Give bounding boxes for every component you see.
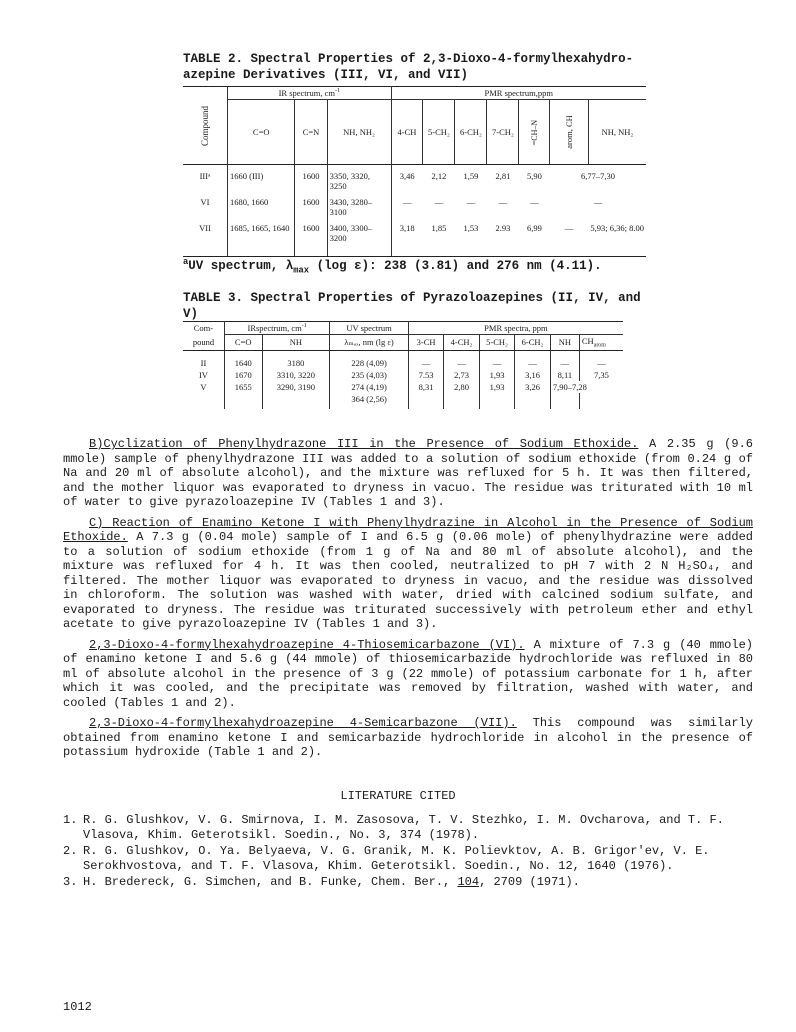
- table2-col-6ch2: 6-CH₂: [455, 100, 487, 165]
- table2-col-nh: NH, NH₂: [327, 100, 391, 165]
- reference-text-end: , 2709 (1971).: [479, 875, 580, 889]
- table3-col-co: C=O: [224, 335, 262, 351]
- paragraph-d: [63, 638, 753, 711]
- literature-title: LITERATURE CITED: [340, 789, 456, 803]
- table3-uv-header: UV spectrum: [330, 322, 409, 335]
- paragraph-b-text: A 2.35 g (9.6 mmole) sample of phenylhydrazone III was added to a solution of sodium ethoxide (from 0.24 g of Na and 20 ml of absolute alcohol), and the mixture was refluxed for 5 h. It was then filtered, and the mother liquor was evaporated to dryness in vacuo. The residue was triturated with 10 ml of water to give pyrazoloazepine IV (Tables 1 and 3).: [63, 437, 753, 509]
- reference-text: R. G. Glushkov, O. Ya. Belyaeva, V. G. Granik, M. K. Polievktov, A. B. Grigor'ev, V. E. Serokhvostova, and T. F. Vlasova, Khim. Geterotsikl. Soedin., No. 12, 1640 (1976).: [83, 844, 710, 873]
- paragraph-e: [63, 716, 753, 760]
- reference-item: [63, 813, 763, 842]
- table2-col-7ch2: 7-CH₂: [487, 100, 519, 165]
- table3-col-uv: λₘₐₓ, nm (lg ε): [330, 335, 409, 351]
- table2-caption-line1: TABLE 2. Spectral Properties of 2,3-Dioxo-4-formylhexahydro-: [183, 52, 634, 66]
- table3-row: II 1640 3180 228 (4,09) — — — — — —: [183, 350, 623, 369]
- table2-col-chn: =CH–N: [519, 100, 550, 165]
- page-number: 1012: [63, 1000, 92, 1014]
- table2: [183, 86, 646, 257]
- reference-item: [63, 844, 763, 873]
- reference-list: [63, 813, 763, 892]
- table2-row: VI 1680, 1660 1600 3430, 3280–3100 — — — — — —: [183, 192, 646, 218]
- table3-compound-header-1: Com-: [183, 322, 224, 335]
- paragraph-c-title: C) Reaction of Enamino Ketone I with Phenylhydrazine in Alcohol in the Presence of Sodium Ethoxide.: [63, 515, 753, 544]
- reference-number: 1.: [63, 813, 78, 827]
- table3-col-6ch2: 6-CH₂: [515, 335, 551, 351]
- paragraph-d-title: 2,3-Dioxo-4-formylhexahydroazepine 4-Thiosemicarbazone (VI).: [89, 637, 525, 652]
- paragraph-c-text: A 7.3 g (0.04 mole) sample of I and 6.5 g (0.06 mole) of phenylhydrazine were added to a solution of sodium ethoxide (from 1 g of Na and 80 ml of absolute alcohol), and the mixture was refluxed for 4 h. It was then cooled, neutralized to pH 7 with 2 N H₂SO₄, and filtered. The mother liquor was evaporated to dryness in vacuo, and the residue was dissolved in chloroform. The solution was washed with water, dried with calcined sodium sulfate, and evaporated to dryness. The residue was triturated successively with petroleum ether and ethyl acetate to give pyrazoloazepine IV (Tables 1 and 3).: [63, 530, 753, 631]
- paragraph-b-title: B)Cyclization of Phenylhydrazone III in the Presence of Sodium Ethoxide.: [89, 437, 639, 451]
- table3-caption-line1: TABLE 3. Spectral Properties of Pyrazoloazepines (II, IV, and: [183, 291, 641, 305]
- table3-caption-line2: V): [183, 306, 199, 321]
- reference-text: H. Bredereck, G. Simchen, and B. Funke, Chem. Ber.,: [83, 875, 458, 889]
- table2-col-arom: arom, CH: [550, 100, 589, 165]
- table2-compound-header: Compound: [183, 87, 228, 165]
- body-text: [63, 437, 753, 766]
- paragraph-d-text: A mixture of 7.3 g (40 mmole) of enamino ketone I and 5.6 g (44 mmole) of thiosemicarbazide hydrochloride was refluxed in 80 ml of absolute alcohol in the presence of 3 g (22 mmole) of potassium carbonate for 1 h, after which it was cooled, and the precipitate was removed by filtration, washed with water, and cooled (Tables 1 and 2).: [63, 637, 753, 710]
- table2-col-4ch: 4-CH: [391, 100, 423, 165]
- table2-col-5ch2: 5-CH₂: [423, 100, 455, 165]
- table3-row: 364 (2,56): [183, 393, 623, 409]
- table2-caption: [183, 52, 653, 83]
- table2-col-nh2: NH, NH₂: [588, 100, 646, 165]
- table3-col-3ch: 3-CH: [408, 335, 444, 351]
- reference-volume: 104: [457, 875, 480, 889]
- table2-caption-line2: azepine Derivatives (III, VI, and VII): [183, 67, 469, 82]
- reference-number: 2.: [63, 844, 78, 858]
- table2-col-co: C=O: [228, 100, 295, 165]
- reference-text: R. G. Glushkov, V. G. Smirnova, I. M. Zasosova, T. V. Stezhko, I. M. Ovcharova, and T. F. Vlasova, Khim. Geterotsikl. Soedin., No. 3, 374 (1978).: [83, 813, 724, 842]
- table3-row: V 1655 3290, 3190 274 (4,19) 8,31 2,80 1,93 3,26 7,90–7,28: [183, 381, 623, 393]
- table3-col-nh: NH: [262, 335, 330, 351]
- table2-row: IIIᵃ 1660 (III) 1600 3350, 3320, 3250 3,46 2,12 1,59 2,81 5,90 6,77–7,30: [183, 165, 646, 193]
- reference-item: [63, 875, 763, 890]
- table3-pmr-header: PMR spectra, ppm: [408, 322, 623, 335]
- table3-col-arom: $CH_{arom}$: [579, 335, 623, 351]
- table2-pmr-header: PMR spectrum,ppm: [391, 87, 646, 100]
- table3-col-5ch2: 5-CH₂: [479, 335, 515, 351]
- table3-row: IV 1670 3310, 3220 235 (4,03) 7.53 2,73 1,93 3,16 8,11 7,35: [183, 369, 623, 381]
- table2-col-cn: C=N: [295, 100, 327, 165]
- table2-ir-header: IR spectrum, $cm^{-1}$: [228, 87, 392, 100]
- table3-ir-header: IRspectrum, $cm^{-1}$: [224, 322, 329, 335]
- reference-number: 3.: [63, 875, 78, 889]
- table2-row: VII 1685, 1665, 1640 1600 3400, 3300–3200 3,18 1,85 1,53 2.93 6,99 — 5,93; 6,36; 8.00: [183, 218, 646, 257]
- table3: [183, 321, 623, 409]
- paragraph-b: [63, 437, 753, 510]
- table3-compound-header-2: pound: [183, 335, 224, 351]
- paragraph-e-text: This compound was similarly obtained from enamino ketone I and semicarbazide hydrochloride in alcohol in the presence of potassium hydroxide (Table 1 and 2).: [63, 716, 753, 759]
- table2-footnote: $^a$UV spectrum, $\lambda_{max}$ (log ε): 238 (3.81) and 276 nm (4.11).: [183, 257, 602, 276]
- paragraph-e-title: 2,3-Dioxo-4-formylhexahydroazepine 4-Semicarbazone (VII).: [89, 716, 517, 730]
- table3-col-nh-pmr: NH: [550, 335, 579, 351]
- table3-col-4ch2: 4-CH₂: [444, 335, 480, 351]
- table3-caption: [183, 291, 663, 322]
- paragraph-c: [63, 516, 753, 632]
